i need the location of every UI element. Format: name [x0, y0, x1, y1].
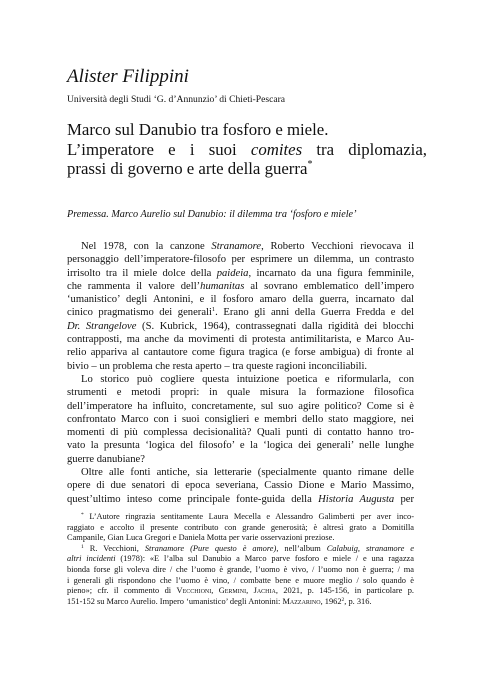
- text-run: raggiato e accolto il presente contributo con grande generosità; è altresì grato a Domitilla: [67, 522, 414, 532]
- italic-run: humanitas: [200, 280, 245, 292]
- footnotes: [67, 512, 414, 607]
- text-run: Nel 1978, con la canzone: [81, 241, 212, 252]
- text-run: bionda forse gli voleva dire / che l’uomo è grande, l’uomo è vivo, / l’uomo non è guerra; / ma: [67, 564, 414, 574]
- text-line: [67, 426, 414, 439]
- text-run: per: [394, 493, 414, 505]
- text-line: [67, 253, 414, 266]
- text-line: [67, 523, 414, 534]
- text-run: strumenti e metodi propri: in quale misura la formazione filosofica: [67, 387, 414, 399]
- footnote-ref: 1: [211, 306, 216, 314]
- paragraph: [67, 373, 414, 466]
- small-caps-run: Mazzarino: [282, 596, 321, 606]
- text-run: 151-152 su Marco Aurelio. Impero ‘umanistico’ degli Antonini:: [67, 596, 283, 606]
- text-line: [67, 554, 414, 565]
- text-line: [67, 240, 414, 253]
- text-run: relio appariva al cantautore come figura tragica (e forse ambigua) di fronte al: [67, 347, 414, 359]
- text-line: [67, 306, 414, 319]
- footnote: [67, 544, 414, 608]
- title-line-3: [67, 159, 427, 179]
- text-line: [67, 479, 414, 492]
- section-heading: Premessa. Marco Aurelio sul Danubio: il dilemma tra ‘fosforo e miele’: [67, 209, 357, 220]
- text-line: [67, 453, 414, 466]
- text-line: [67, 373, 414, 386]
- footnote-ref: *: [81, 512, 84, 518]
- text-line: [67, 576, 414, 587]
- title-line-3-text: prassi di governo e arte della guerra: [67, 159, 308, 178]
- text-run: cinico pragmatismo dei generali: [67, 307, 212, 319]
- text-run: bivio – un problema che resta aperto – tra queste ragioni inconciliabili.: [67, 360, 368, 372]
- italic-run: Stranamore: [211, 241, 262, 252]
- text-run: personaggio dell’imperatore-filosofo per esprimere un dilemma, un contrasto: [67, 254, 414, 266]
- text-line: [67, 400, 414, 413]
- text-line: [67, 386, 414, 399]
- text-run: , 2021, p. 145-156, in particolare p.: [275, 586, 414, 596]
- text-line: [67, 493, 414, 506]
- text-line: [67, 333, 414, 346]
- text-line: [67, 280, 414, 293]
- article-title: [67, 120, 427, 179]
- title-line-2-italic: comites: [250, 139, 303, 159]
- title-footnote-mark: *: [307, 159, 313, 170]
- text-run: dell’imperatore ha influito, concretamente, sul suo agire politico? Come si è: [67, 400, 414, 412]
- title-line-2-text-a: L’imperatore e i suoi: [67, 139, 251, 159]
- text-line: [67, 413, 414, 426]
- title-line-1: Marco sul Danubio tra fosforo e miele.: [67, 120, 329, 139]
- text-line: [67, 346, 414, 359]
- text-line: [67, 466, 414, 479]
- text-run: i generali gli rispondono che l’uomo è vino, / combatte bene e muore meglio / solo quando è: [67, 575, 414, 585]
- author-name: Alister Filippini: [67, 66, 189, 87]
- text-run: confrontato Marco con i suoi consiglieri e membri dello stato maggiore, nei: [67, 413, 414, 425]
- text-line: [67, 267, 414, 280]
- text-run: che rammenta il valore dell’: [67, 280, 201, 292]
- text-run: irrisolto tra il miele dolce della: [67, 267, 217, 279]
- text-run: opere di due senatori di epoca severiana, Cassio Dione e Mario Massimo,: [67, 480, 414, 492]
- text-run: momenti di più complessa decisionalità? Quali punti di contatto hanno tro-: [67, 427, 414, 439]
- text-run: R. Vecchioni,: [83, 543, 145, 553]
- text-run: L’Autore ringrazia sentitamente Laura Mecella e Alessandro Galimberti per aver inco-: [83, 512, 414, 521]
- text-line: [67, 586, 414, 597]
- text-line: [67, 293, 414, 306]
- text-line: [67, 597, 414, 608]
- text-run: (1978): «E l’alba sul Danubio a Marco parve fosforo e miele / e una ragazza: [115, 554, 414, 564]
- footnote: [67, 512, 414, 544]
- text-run: , incarnato da una figura femminile,: [248, 267, 414, 279]
- footnote-ref: 2: [341, 596, 345, 603]
- italic-run: Historia Augusta: [318, 493, 395, 505]
- italic-run: altri incidenti: [67, 554, 116, 564]
- title-line-2-text-b: tra diplomazia,: [302, 139, 427, 159]
- text-line: [67, 360, 414, 373]
- text-line: [67, 565, 414, 576]
- body-text: [67, 240, 414, 506]
- text-run: quest’ultimo inteso come principale fonte-guida della: [67, 493, 319, 505]
- text-run: , Roberto Vecchioni rievocava il: [261, 241, 414, 252]
- author-affiliation: Università degli Studi ‘G. d’Annunzio’ di Chieti-Pescara: [67, 94, 286, 105]
- text-run: , p. 316.: [344, 596, 372, 606]
- text-run: Lo storico può cogliere questa intuizione poetica e riformularla, con: [81, 373, 414, 385]
- text-run: contrapposti, ma anche da movimenti di protesta antimilitarista, e Marco Au-: [67, 334, 414, 346]
- text-run: Oltre alle fonti antiche, sia letterarie (specialmente quanto rimane delle: [81, 467, 414, 479]
- paragraph: [67, 466, 414, 506]
- text-run: . Erano gli anni della Guerra Fredda e del: [215, 307, 415, 319]
- text-run: al sovrano emblematico dell’impero: [244, 280, 414, 292]
- paragraph: [67, 240, 414, 373]
- text-line: [67, 320, 414, 333]
- text-run: Campanile, Gian Luca Gregori e Daniela Motta per varie osservazioni preziose.: [67, 533, 335, 543]
- text-line: [67, 439, 414, 452]
- italic-run: Dr. Strangelove: [67, 320, 137, 332]
- footnote-ref: 1: [81, 543, 84, 550]
- text-line: [67, 512, 414, 523]
- text-run: ‘umanistico’ degli Antonini, e il fosforo amaro della guerra, incarnato dal: [67, 294, 414, 306]
- italic-run: Stranamore (Pure questo è amore): [144, 543, 277, 553]
- small-caps-run: Vecchioni, Germini, Jachia: [176, 586, 276, 596]
- text-line: [67, 533, 414, 544]
- title-line-2: [67, 140, 427, 160]
- italic-run: paideia: [216, 267, 249, 279]
- text-run: pieno»; cfr. il commento di: [67, 586, 177, 596]
- text-line: [67, 544, 414, 555]
- text-run: guerre danubiane?: [67, 453, 145, 465]
- text-run: vato la presunta ‘logica del filosofo’ e la ‘logica dei generali’ nelle lunghe: [67, 440, 414, 452]
- text-run: , 1962: [320, 596, 342, 606]
- text-run: (S. Kubrick, 1964), contrassegnati dalla rigidità dei blocchi: [136, 320, 414, 332]
- italic-run: Calabuig, stranamore e: [326, 543, 414, 553]
- text-run: , nell’album: [276, 543, 327, 553]
